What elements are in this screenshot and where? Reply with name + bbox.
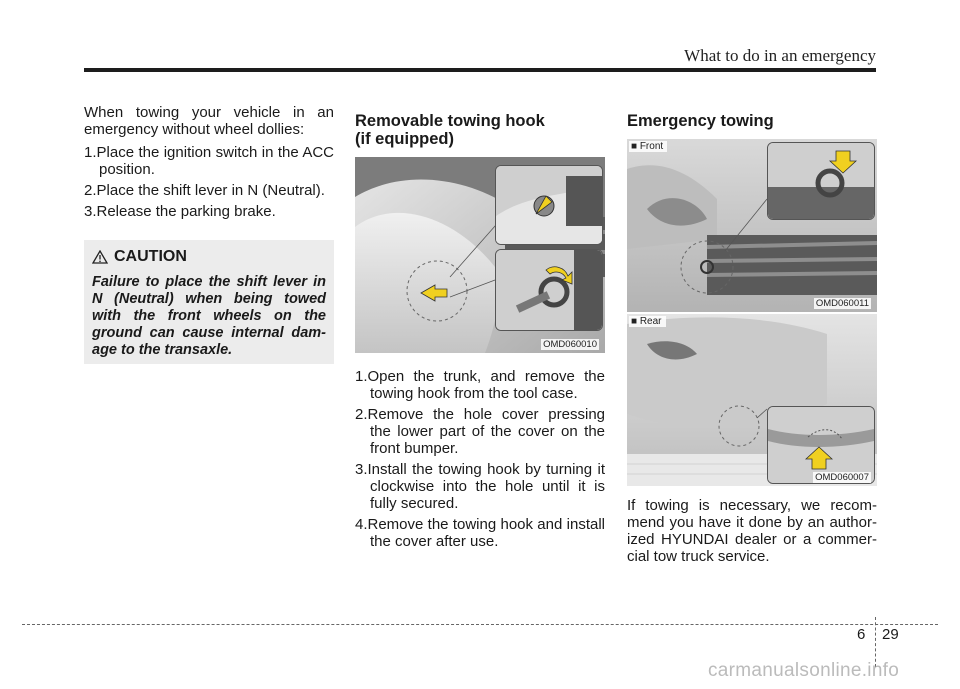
list-item: 2.Remove the hole cover pressing the lower part of the cover on the front bumper. [355,406,605,457]
list-item: 1.Place the ignition switch in the ACC position. [84,144,334,178]
chapter-number: 6 [857,626,866,643]
towing-steps-list [84,144,334,220]
list-item: 2.Place the shift lever in N (Neutral). [84,182,325,199]
header-title: What to do in an emergency [684,46,876,65]
towing-advice [627,497,877,565]
figure-code: OMD060007 [815,472,869,483]
figure-rear-towing [627,314,877,486]
hook-steps-list [355,368,605,550]
caution-title: CAUTION [114,248,187,265]
heading-line: Removable towing hook [355,112,545,130]
towing-hook-icon [496,250,602,330]
front-label: ■ Front [629,141,667,152]
rear-label: ■ Rear [629,316,666,327]
section-heading [355,112,605,148]
hole-cover-icon [496,166,602,244]
caution-box [84,240,334,364]
header-rule [84,68,876,72]
towing-advice-text: If towing is necessary, we recom-mend you have it done by an author-ized HYUNDAI dealer or a commer-cial tow truck service. [627,497,877,565]
column-emergency-towing [627,104,877,130]
figure-code: OMD060011 [815,298,869,309]
intro-text: When towing your vehicle in an emergency without wheel dollies: [84,104,334,138]
heading-line: (if equipped) [355,130,454,148]
list-item: 3.Install the towing hook by turning it clockwise into the hole until it is fully secured. [355,461,605,512]
figure-towing-hook [355,157,605,353]
list-item: 1.Open the trunk, and remove the towing hook from the tool case. [355,368,605,402]
section-heading: Emergency towing [627,112,774,130]
page-number: 29 [882,626,899,643]
column-towing-intro [84,104,334,220]
watermark: carmanualsonline.info [708,660,900,681]
list-item: 3.Release the parking brake. [84,203,276,220]
hook-steps [355,364,605,550]
caution-text: Failure to place the shift lever in N (Neutral) when being towed with the front wheels on the ground can cause internal dam-age to the transaxle. [92,274,326,358]
figure-code: OMD060010 [543,339,597,350]
warning-triangle-icon [92,250,108,264]
footer-rule [22,624,938,625]
column-removable-hook [355,104,605,148]
front-hook-icon [768,143,874,219]
inset-hook-installation [495,249,603,331]
inset-front-hook [767,142,875,220]
caution-heading [92,248,326,266]
inset-hole-cover [495,165,603,245]
figure-front-towing [627,139,877,312]
list-item: 4.Remove the towing hook and install the cover after use. [355,516,605,550]
